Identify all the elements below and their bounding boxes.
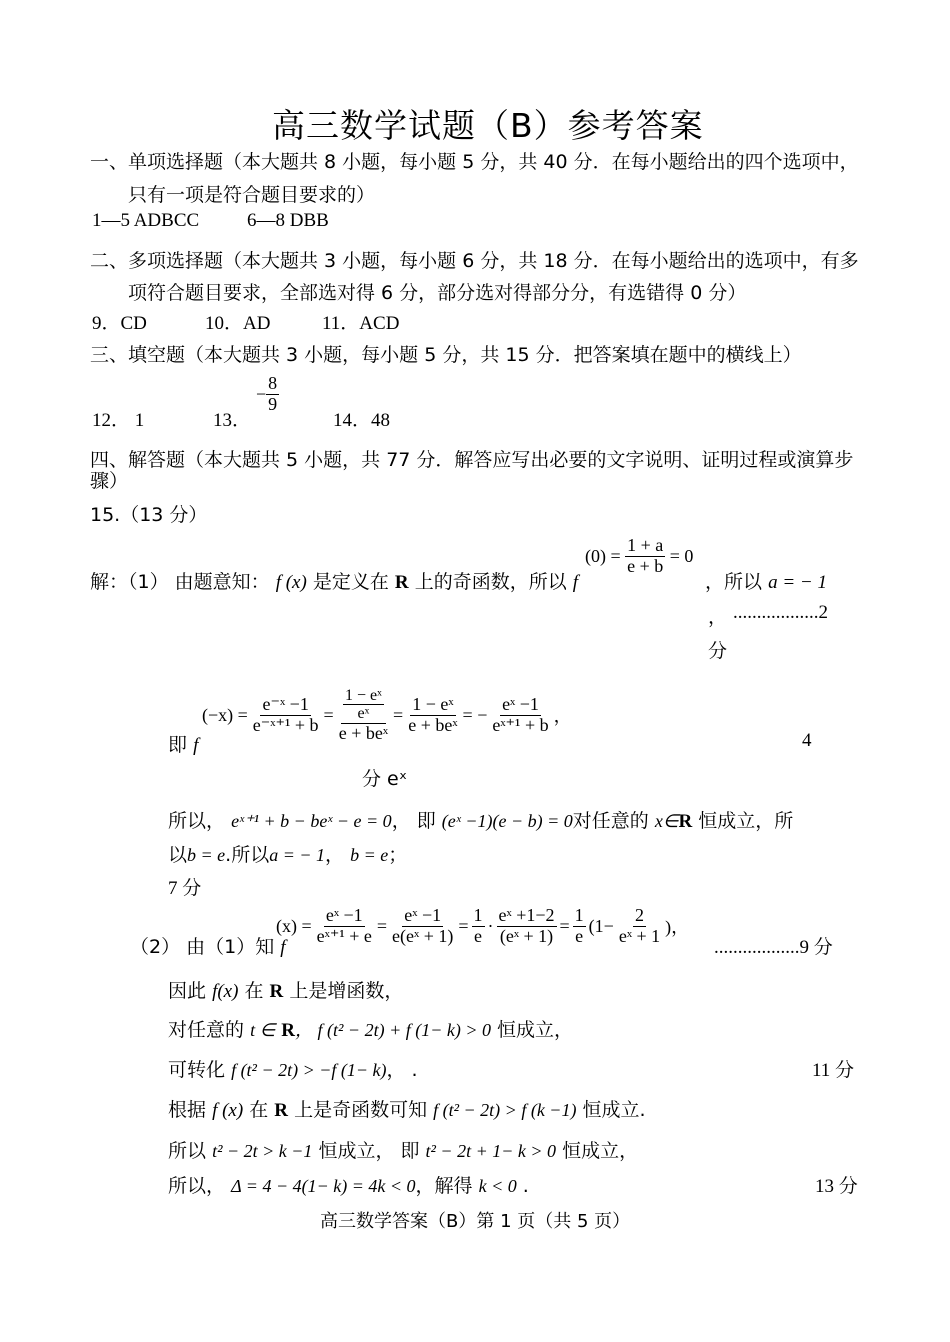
q15-p8-inequality: f (t² − 2t) > f (k −1) [433,1100,577,1120]
q15-p2-den4: eˣ⁺¹ + b [492,714,549,735]
q15-p1-dots: ..................2 [733,602,828,623]
answer-13-sign: − [256,383,267,404]
q15-p4-close: )， [665,917,690,937]
q15-p2-nested-top: 1 − eˣ [345,686,382,704]
section2-heading-line2: 项符合题目要求，全部选对得 6 分，部分选对得部分分，有选错得 0 分） [128,282,747,304]
q15-p10-score: 13 分 [815,1176,858,1197]
q15-p1-eq-right: = 0 [669,545,694,566]
q15-p3-l2-prefix: 以 [168,844,188,866]
q15-p1-prefix: 解：（1） 由题意知： [90,571,270,593]
q15-p4-eq2: = [458,915,469,936]
q15-p3-line1 [168,806,793,833]
q15-p3-score: 7 分 [168,878,202,899]
q15-p6-holds: 恒成立， [497,1019,574,1041]
q15-p8-holds: 恒成立. [582,1099,646,1121]
q15-p5-R: R [269,981,284,1002]
q15-p5-line [168,976,403,1003]
answer-14: 14．48 [333,410,391,431]
q15-p3-a-eq: a = − 1 [269,845,325,865]
q15-p10-result: k < 0 [478,1176,517,1196]
q15-p3-holds: 恒成立，所 [698,810,794,832]
q15-p4-eq3: = [559,915,570,936]
q15-p2-num4: eˣ −1 [502,693,539,714]
q15-p8-on: 在 [249,1099,269,1121]
q15-p3-that-is: ， 即 [391,810,436,832]
q15-p4-num1: eˣ −1 [325,904,363,925]
q15-p10-so: 所以， [168,1175,226,1197]
q15-p2-f: f [193,735,199,756]
q15-p8-line [168,1095,646,1122]
q15-p1-numerator: 1 + a [627,535,664,555]
q15-p4-den6: eˣ + 1 [618,925,661,946]
q15-p9-inequality2: t² − 2t + 1− k > 0 [425,1141,557,1161]
q15-p4-num6: 2 [635,904,644,925]
q15-p3-b-eq: b = e [187,845,226,865]
q15-p9-so: 所以 [168,1140,207,1162]
q15-p3-eq1: eˣ⁺¹ + b − beˣ − e = 0 [231,811,392,831]
section4-heading-line1: 四、解答题（本大题共 5 小题，共 77 分．解答应写出必要的文字说明、证明过程或演算步 [90,449,854,471]
q15-p10-solve: ，解得 [415,1175,473,1197]
q15-p2-den3: e + beˣ [408,714,458,735]
q15-p4-dot: · [487,915,494,936]
answer-13-label: 13． [213,410,252,431]
q15-p10-discriminant: Δ = 4 − 4(1− k) = 4k < 0 [231,1176,416,1196]
page-title: 高三数学试题（B）参考答案 [272,106,704,145]
q15-p2-den2: e + beˣ [338,722,389,743]
q15-p6-inequality: ， f (t² − 2t) + f (1− k) > 0 [295,1020,491,1040]
q15-p1-so: ，所以 [705,571,763,593]
q15-p4-lhs: (x) = [276,915,312,936]
q15-p5-on: 在 [244,980,264,1002]
q15-p3-line2 [168,840,407,867]
q15-p9-holds-that-is: 恒成立， 即 [318,1140,420,1162]
q15-p7-line [168,1055,418,1082]
q15-p6-for-any: 对任意的 [168,1019,245,1041]
q15-p2-eq2: = [393,704,404,725]
q15-p3-R: R [678,811,693,832]
q15-p1-f: f [572,572,579,593]
q15-p4-prefix: （2） 由（1）知 [130,936,275,958]
q15-p3-comma: ， [325,844,345,866]
q15-p7-transform: 可转化 [168,1059,226,1081]
q15-p7-tail: ， . [386,1059,418,1081]
q15-p3-semicolon: ； [388,844,408,866]
page-footer: 高三数学答案（B）第 1 页（共 5 页） [320,1211,631,1232]
answer-9: 9．CD [92,313,147,334]
q15-p6-R: R [281,1020,296,1041]
q15-p10-period: . [522,1175,529,1197]
q15-p4-num2: eˣ −1 [404,904,442,925]
answers-6-8: 6—8 DBB [247,210,329,231]
answer-13-value [256,374,279,415]
q15-p1-so-line [705,567,827,594]
q15-p5-therefore: 因此 [168,980,207,1002]
q15-p4-num4: eˣ +1−2 [498,904,555,925]
q15-p9-inequality: t² − 2t > k −1 [212,1141,313,1161]
q15-p2-prefix: 即 [168,734,188,756]
q15-p4-prefix-group [130,932,286,959]
q15-p1-mid: 是定义在 [312,571,389,593]
q15-p2-num3: 1 − eˣ [412,693,454,714]
q15-p4-dots: ..................9 分 [714,937,833,958]
q15-p3-b-eq-2: b = e [350,845,389,865]
q15-p4-f: f [280,937,286,958]
section4-heading-line2: 骤） [90,470,129,492]
q15-p4-num3: 1 [473,904,483,925]
q15-p4-den1: eˣ⁺¹ + e [316,925,372,946]
section1-heading-line1: 一、单项选择题（本大题共 8 小题，每小题 5 分，共 40 分．在每小题给出的四个选项中， [90,151,859,173]
answer-11: 11．ACD [322,313,400,334]
q15-p2-prefix-group [168,730,198,757]
q15-p5-increasing: 上是增函数， [289,980,404,1002]
q15-p2-equation [202,670,572,760]
q15-p1-denominator: e + b [627,555,664,576]
q15-p2-nested-bottom: eˣ [357,705,370,723]
answer-10: 10．AD [205,313,271,334]
q15-p8-R: R [274,1100,289,1121]
q15-p4-den5: e [575,925,584,946]
section1-heading-line2: 只有一项是符合题目要求的） [128,184,376,206]
q15-p1-score: 分 [708,640,728,662]
section3-heading: 三、填空题（本大题共 3 小题，每小题 5 分，共 15 分．把答案填在题中的横线上） [90,344,802,366]
q15-p4-num5: 1 [574,904,584,925]
q15-p6-t-in: t ∈ [250,1020,276,1040]
answer-12: 12． 1 [92,410,145,431]
q15-p3-for-any: 对任意的 [572,810,649,832]
q15-p4-den2: e(eˣ + 1) [392,925,454,946]
q15-p2-num1: e⁻ˣ −1 [262,693,309,714]
q15-p2-eq1: = [323,704,334,725]
answer-13-denominator: 9 [268,393,278,414]
q15-p2-neg: = − [462,704,488,725]
answers-1-5: 1—5 ADBCC [92,210,200,231]
q15-p1-R: R [394,572,409,593]
q15-p9-holds: 恒成立， [562,1140,639,1162]
q15-p7-inequality: f (t² − 2t) > −f (1− k) [231,1060,387,1080]
q15-p10-line [168,1171,529,1198]
q15-p4-equation [276,900,689,952]
q15-p3-x-in: x∈ [654,811,679,831]
q15-p8-according: 根据 [168,1099,207,1121]
q15-p2-nested-numerator [341,687,386,724]
q15-p1-eq-left: (0) = [585,545,621,566]
q15-p4-paren: (1− [588,915,614,936]
q15-p1-line [90,567,578,594]
q15-p1-fx: f (x) [275,572,307,593]
q15-p1-comma: ， [708,606,728,628]
q15-p1-a: a = − 1 [768,572,827,593]
q15-p7-score: 11 分 [812,1060,855,1081]
q15-p5-fx: f(x) [212,981,239,1002]
q15-p6-line [168,1015,573,1042]
q15-p8-fx: f (x) [212,1100,244,1121]
q15-p3-so: 所以， [168,810,226,832]
q15-p4-den3: e [474,925,483,946]
q15-p2-lhs: (−x) = [202,704,248,725]
q15-p4-den4: (eˣ + 1) [499,925,554,946]
q15-p2-end: ， [553,706,572,726]
answer-13-numerator: 8 [268,373,278,393]
q15-p1-equation [585,536,693,577]
q15-p2-score-tail: 分 eˣ [362,768,408,790]
q15-p1-mid2: 上的奇函数，所以 [414,571,567,593]
q15-p4-eq1: = [376,915,388,936]
q15-p2-den1: e⁻ˣ⁺¹ + b [252,714,319,735]
q15-label: 15.（13 分） [90,504,208,526]
section2-heading-line1: 二、多项选择题（本大题共 3 小题，每小题 6 分，共 18 分．在每小题给出的选项中，有多 [90,250,859,272]
q15-p3-eq2: (eˣ −1)(e − b) = 0 [441,811,573,831]
q15-p3-l2-so: .所以 [225,844,270,866]
q15-p2-score-number: 4 [802,730,812,751]
q15-p9-line [168,1136,638,1163]
q15-p8-odd: 上是奇函数可知 [294,1099,428,1121]
